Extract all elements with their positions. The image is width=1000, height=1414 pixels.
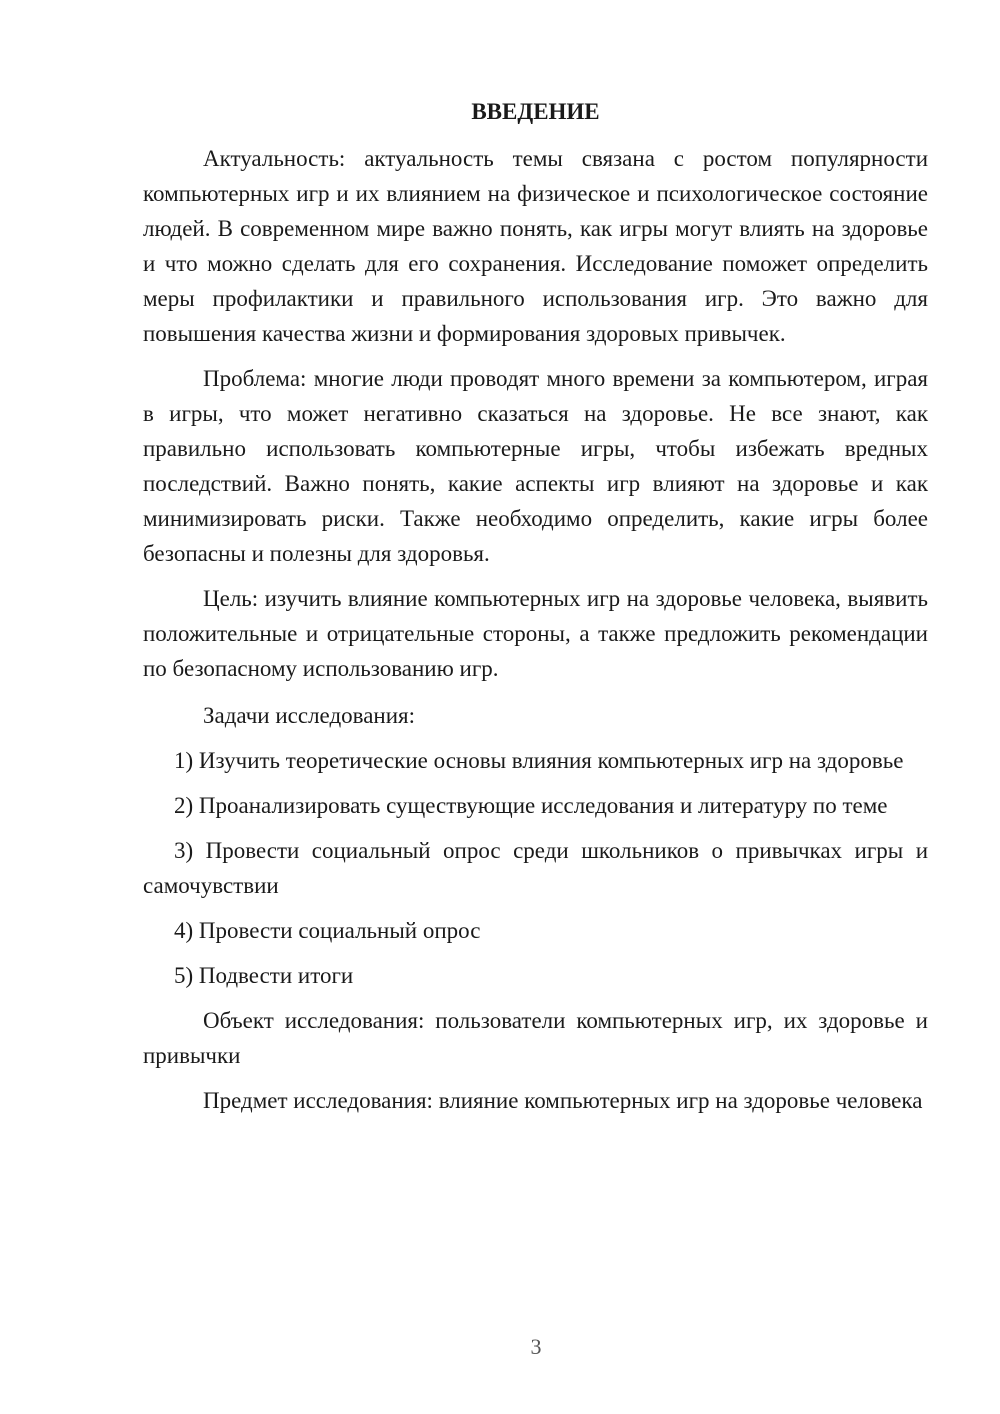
subject-paragraph: Предмет исследования: влияние компьютерных игр на здоровье человека — [203, 1088, 923, 1113]
section-heading: ВВЕДЕНИЕ — [471, 99, 600, 124]
task-item: 1) Изучить теоретические основы влияния компьютерных игр на здоровье — [174, 748, 904, 773]
page-number: 3 — [530, 1334, 542, 1359]
task-item: 4) Провести социальный опрос — [174, 918, 481, 943]
page-content — [143, 94, 928, 1118]
page-number-footer — [0, 1333, 1000, 1361]
task-item: 5) Подвести итоги — [174, 963, 354, 988]
tasks-title: Задачи исследования: — [203, 703, 416, 728]
task-item: 2) Проанализировать существующие исследования и литературу по теме — [174, 793, 888, 818]
relevance-paragraph: Актуальность: актуальность темы связана с ростом популярности компьютерных игр и их влиянием на физическое и психологическое состояние людей. В современном мире важно понять, как игры могут влиять на здоровье и что можно сделать для его сохранения. Исследование поможет определить меры профилактики и правильного использования игр. Это важно для повышения качества жизни и формирования здоровых привычек. — [143, 146, 928, 346]
goal-paragraph: Цель: изучить влияние компьютерных игр на здоровье человека, выявить положительные и отрицательные стороны, а также предложить рекомендации по безопасному использованию игр. — [143, 586, 928, 681]
object-paragraph: Объект исследования: пользователи компьютерных игр, их здоровье и привычки — [143, 1008, 928, 1068]
task-item: 3) Провести социальный опрос среди школьников о привычках игры и самочувствии — [143, 838, 928, 898]
problem-paragraph: Проблема: многие люди проводят много времени за компьютером, играя в игры, что может негативно сказаться на здоровье. Не все знают, как правильно использовать компьютерные игры, чтобы избежать вредных последствий. Важно понять, какие аспекты игр влияют на здоровье и как минимизировать риски. Также необходимо определить, какие игры более безопасны и полезны для здоровья. — [143, 366, 928, 566]
tasks-list — [143, 743, 928, 993]
